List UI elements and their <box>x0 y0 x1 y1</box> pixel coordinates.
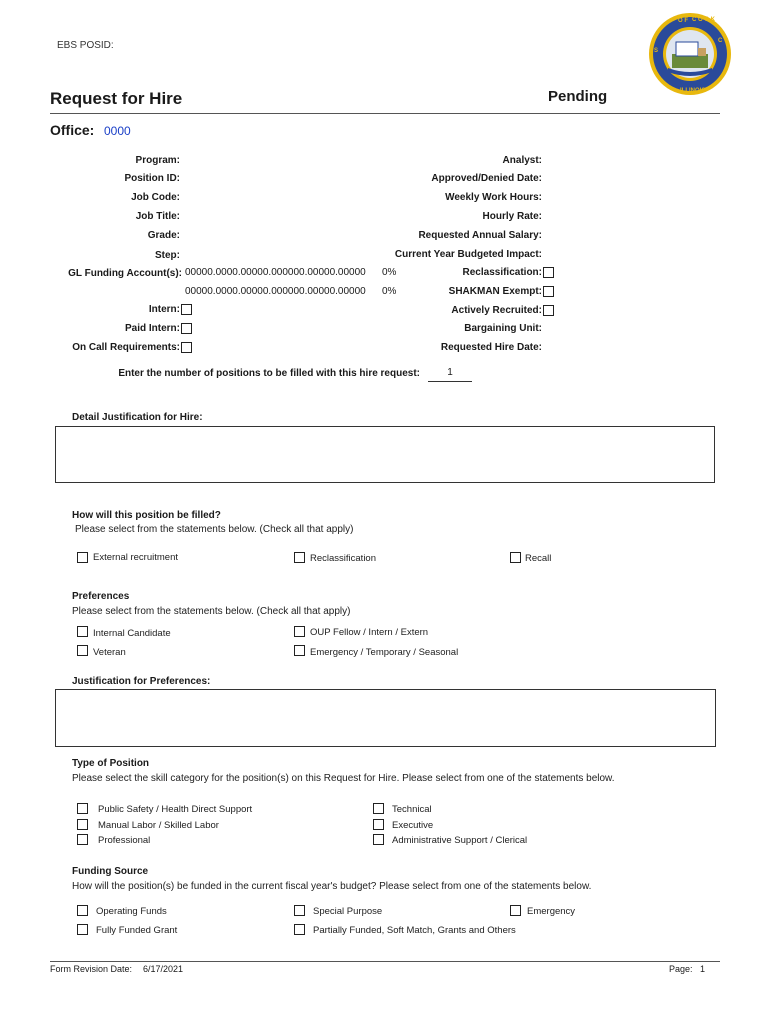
reclassification-label: Reclassification: <box>462 267 542 278</box>
justification-preferences-label: Justification for Preferences: <box>72 676 211 687</box>
svg-text:S: S <box>654 48 659 54</box>
requested-hire-date-label: Requested Hire Date: <box>440 342 542 353</box>
revision-date-value: 6/17/2021 <box>143 964 184 974</box>
budget-impact-label: Current Year Budgeted Impact: <box>394 249 542 260</box>
page-title: Request for Hire <box>50 89 183 108</box>
funding-source-subtitle: How will the position(s) be funded in the current fiscal year's budget? Please select from one of the statements below. <box>72 881 592 892</box>
bargaining-unit-label: Bargaining Unit: <box>464 323 542 334</box>
funding-source-title: Funding Source <box>72 866 149 877</box>
hourly-rate-label: Hourly Rate: <box>482 211 542 222</box>
reclassification-fill-checkbox[interactable] <box>294 552 305 563</box>
preferences-title: Preferences <box>72 591 130 602</box>
paid-intern-label: Paid Intern: <box>124 323 180 334</box>
partially-funded-checkbox[interactable] <box>294 924 305 935</box>
type-of-position-title: Type of Position <box>72 758 150 769</box>
header-divider <box>50 113 720 114</box>
oup-fellow-label: OUP Fellow / Intern / Extern <box>310 627 429 638</box>
weekly-hours-label: Weekly Work Hours: <box>445 192 542 203</box>
job-code-label: Job Code: <box>131 192 180 203</box>
professional-checkbox[interactable] <box>77 834 88 845</box>
emergency-funding-checkbox[interactable] <box>510 905 521 916</box>
status-badge: Pending <box>548 88 608 105</box>
veteran-label: Veteran <box>93 647 126 658</box>
positions-count-underline <box>428 381 472 382</box>
svg-text:C: C <box>718 38 723 44</box>
intern-label: Intern: <box>148 304 180 315</box>
admin-support-label: Administrative Support / Clerical <box>392 835 528 846</box>
emergency-temp-seasonal-label: Emergency / Temporary / Seasonal <box>310 647 459 658</box>
operating-funds-label: Operating Funds <box>96 906 167 917</box>
oup-fellow-checkbox[interactable] <box>294 626 305 637</box>
gl-account-1[interactable]: 00000.0000.00000.000000.00000.00000 <box>185 267 366 278</box>
on-call-label: On Call Requirements: <box>72 342 180 353</box>
office-value[interactable]: 0000 <box>104 124 131 138</box>
emergency-funding-label: Emergency <box>527 906 576 917</box>
on-call-checkbox[interactable] <box>181 342 192 353</box>
fully-funded-grant-checkbox[interactable] <box>77 924 88 935</box>
executive-checkbox[interactable] <box>373 819 384 830</box>
public-safety-label: Public Safety / Health Direct Support <box>98 804 253 815</box>
intern-checkbox[interactable] <box>181 304 192 315</box>
type-of-position-subtitle: Please select the skill category for the position(s) on this Request for Hire. Please select from one of the statements below. <box>72 773 615 784</box>
svg-text:O F: O F <box>678 18 688 24</box>
manual-labor-checkbox[interactable] <box>77 819 88 830</box>
page-label: Page: <box>669 964 693 974</box>
svg-text:C O O K: C O O K <box>692 17 716 23</box>
positions-prompt: Enter the number of positions to be filled with this hire request: <box>118 368 420 379</box>
professional-label: Professional <box>98 835 151 846</box>
internal-candidate-label: Internal Candidate <box>93 628 171 639</box>
public-safety-checkbox[interactable] <box>77 803 88 814</box>
emergency-temp-seasonal-checkbox[interactable] <box>294 645 305 656</box>
justification-preferences-textarea[interactable] <box>55 689 716 747</box>
manual-labor-label: Manual Labor / Skilled Labor <box>98 820 219 831</box>
page-number: 1 <box>700 964 706 974</box>
office-label: Office: <box>50 122 95 138</box>
preferences-subtitle: Please select from the statements below. (Check all that apply) <box>72 606 351 617</box>
special-purpose-label: Special Purpose <box>313 906 383 917</box>
executive-label: Executive <box>392 820 434 831</box>
fully-funded-grant-label: Fully Funded Grant <box>96 925 178 936</box>
shakman-exempt-label: SHAKMAN Exempt: <box>448 286 542 297</box>
external-recruitment-checkbox[interactable] <box>77 552 88 563</box>
partially-funded-label: Partially Funded, Soft Match, Grants and Others <box>313 925 516 936</box>
county-seal-logo <box>648 12 732 96</box>
svg-text:ILLINOIS: ILLINOIS <box>680 88 706 94</box>
gl-pct-2[interactable]: 0% <box>382 286 397 297</box>
approved-denied-date-label: Approved/Denied Date: <box>431 173 542 184</box>
step-label: Step: <box>155 250 180 261</box>
detail-justification-label: Detail Justification for Hire: <box>72 412 203 423</box>
ebs-posid-label: EBS POSID: <box>57 40 114 51</box>
external-recruitment-label: External recruitment <box>93 552 179 563</box>
internal-candidate-checkbox[interactable] <box>77 626 88 637</box>
admin-support-checkbox[interactable] <box>373 834 384 845</box>
technical-checkbox[interactable] <box>373 803 384 814</box>
detail-justification-textarea[interactable] <box>55 426 715 483</box>
recall-checkbox[interactable] <box>510 552 521 563</box>
footer-divider <box>50 961 720 962</box>
veteran-checkbox[interactable] <box>77 645 88 656</box>
program-label: Program: <box>135 155 180 166</box>
gl-account-2[interactable]: 00000.0000.00000.000000.00000.00000 <box>185 286 366 297</box>
requested-salary-label: Requested Annual Salary: <box>418 230 542 241</box>
actively-recruited-label: Actively Recruited: <box>451 305 542 316</box>
actively-recruited-checkbox[interactable] <box>543 305 554 316</box>
reclassification-checkbox[interactable] <box>543 267 554 278</box>
special-purpose-checkbox[interactable] <box>294 905 305 916</box>
operating-funds-checkbox[interactable] <box>77 905 88 916</box>
recall-label: Recall <box>525 553 552 564</box>
gl-funding-label: GL Funding Account(s): <box>68 268 182 279</box>
revision-date-label: Form Revision Date: <box>50 964 133 974</box>
technical-label: Technical <box>392 804 432 815</box>
gl-pct-1[interactable]: 0% <box>382 267 397 278</box>
reclassification-fill-label: Reclassification <box>310 553 376 564</box>
how-filled-title: How will this position be filled? <box>72 510 221 521</box>
position-id-label: Position ID: <box>124 173 180 184</box>
job-title-label: Job Title: <box>135 211 180 222</box>
grade-label: Grade: <box>147 230 180 241</box>
paid-intern-checkbox[interactable] <box>181 323 192 334</box>
analyst-label: Analyst: <box>502 155 542 166</box>
shakman-exempt-checkbox[interactable] <box>543 286 554 297</box>
positions-count-field[interactable]: 1 <box>447 367 453 378</box>
how-filled-subtitle: Please select from the statements below. (Check all that apply) <box>75 524 354 535</box>
